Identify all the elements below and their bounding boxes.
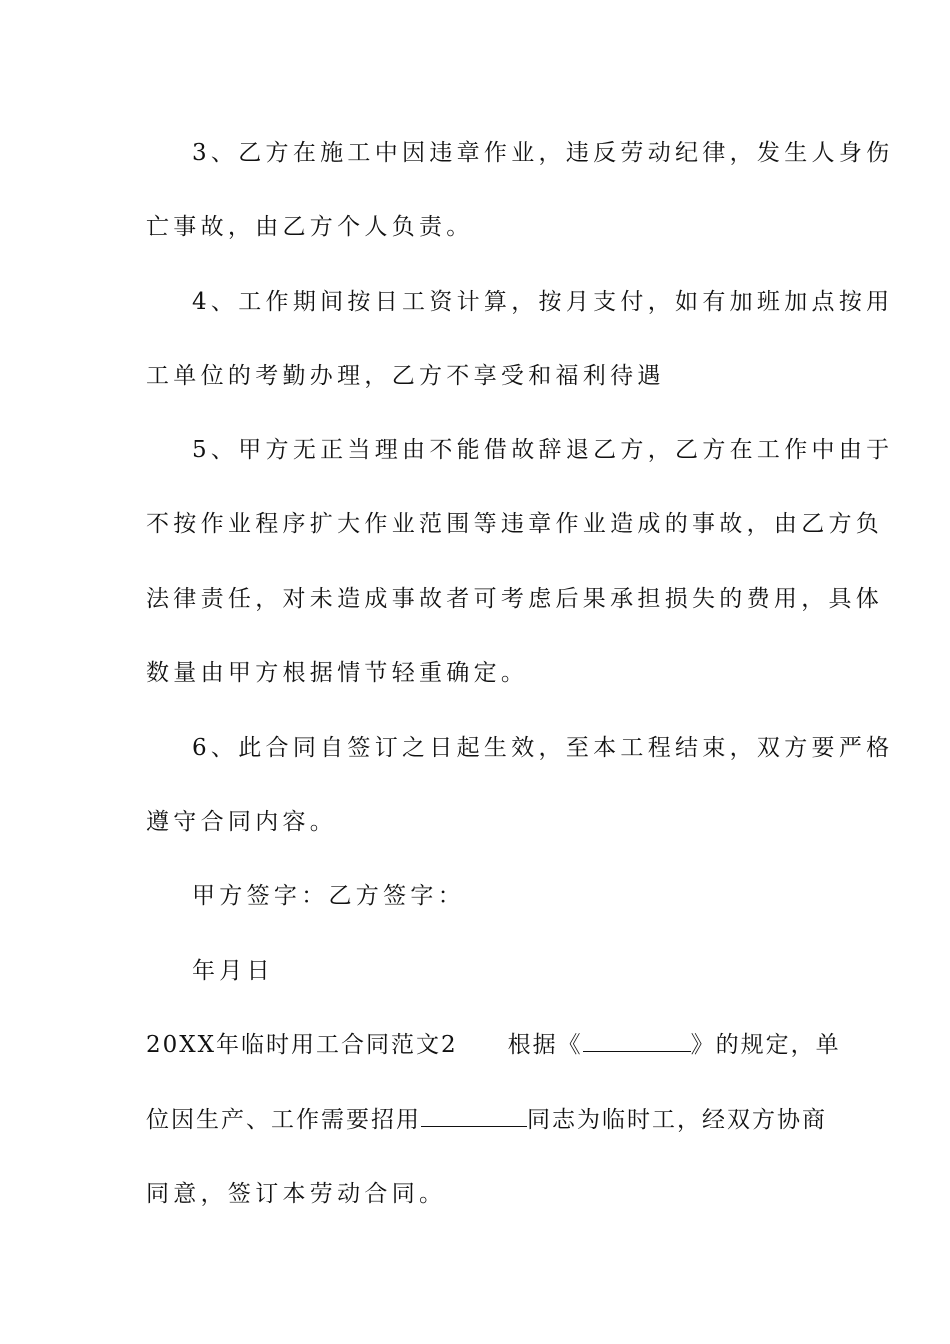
sample-2-line-3: 同意，签订本劳动合同。 (146, 1181, 447, 1207)
paragraph-5-line-4: 数量由甲方根据情节轻重确定。 (146, 660, 529, 686)
paragraph-3-line-2: 亡事故，由乙方个人负责。 (146, 214, 474, 240)
paragraph-4-line-2: 工单位的考勤办理，乙方不享受和福利待遇 (146, 363, 665, 389)
sample-2-heading-line (146, 1029, 841, 1061)
line2-text-b: 同志为临时工，经双方协商 (527, 1107, 827, 1133)
sample-2-title: 20XX年临时用工合同范文2 (146, 1032, 458, 1058)
signature-line: 甲方签字：乙方签字： (192, 883, 465, 909)
paragraph-5-line-2: 不按作业程序扩大作业范围等违章作业造成的事故，由乙方负 (146, 511, 884, 537)
line2-text-a: 位因生产、工作需要招用 (146, 1107, 421, 1133)
paragraph-3-line-1: 3、乙方在施工中因违章作业，违反劳动纪律，发生人身伤 (192, 140, 894, 166)
paragraph-4-line-1: 4、工作期间按日工资计算，按月支付，如有加班加点按用 (192, 289, 894, 315)
intro-text-b: 》的规定，单 (690, 1032, 841, 1058)
sample-2-line-2 (146, 1104, 827, 1136)
paragraph-5-line-3: 法律责任，对未造成事故者可考虑后果承担损失的费用，具体 (146, 586, 884, 612)
paragraph-6-line-2: 遵守合同内容。 (146, 809, 338, 835)
employee-name-blank (421, 1104, 527, 1127)
law-name-blank (583, 1029, 691, 1052)
paragraph-6-line-1: 6、此合同自签订之日起生效，至本工程结束，双方要严格 (192, 735, 894, 761)
paragraph-5-line-1: 5、甲方无正当理由不能借故辞退乙方，乙方在工作中由于 (192, 437, 894, 463)
intro-text-a: 根据《 (507, 1032, 583, 1058)
date-line: 年月日 (192, 958, 274, 984)
